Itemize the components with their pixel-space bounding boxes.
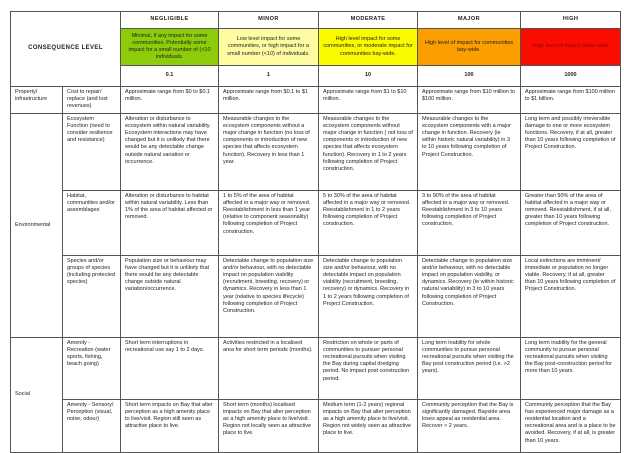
table-cell: Local extinctions are imminent/ immediate or population no longer viable. Recovery, if at all, greater than 10 years following completion of Project Construction. bbox=[521, 255, 621, 337]
level-value: 1000 bbox=[521, 66, 621, 87]
aspect-cell: Ecosystem Function (need to consider resilience and resistance) bbox=[63, 113, 121, 190]
table-cell: Approximate range from $100 million to $1 billion. bbox=[521, 87, 621, 114]
table-cell: 3 to 90% of the area of habitat affected in a major way or removed. Reestablishment in 3 to 10 years following completion of Project construction. bbox=[418, 190, 521, 255]
table-cell: Detectable change to population size and/or behaviour, with no detectable impact on population viability, or dynamics. Recovery (ie within historic natural variability) in 3 to 10 years following completion of Project Construction. bbox=[418, 255, 521, 337]
table-cell: Population size or behaviour may have changed but it is unlikely that there would be any detectable change outside natural variation/occurrence. bbox=[121, 255, 219, 337]
aspect-cell: Species and/or groups of species (including protected species) bbox=[63, 255, 121, 337]
table-cell: Alteration or disturbance to habitat within natural variability. Less than 1% of the area of habitat affected or removed. bbox=[121, 190, 219, 255]
table-cell: Activities restricted in a localised area for short term periods (months). bbox=[219, 337, 319, 399]
level-value: 0.1 bbox=[121, 66, 219, 87]
level-description: Low level impact for some communities, or high impact for a small number (<10) of individuals. bbox=[219, 29, 319, 66]
consequence-level-label: CONSEQUENCE LEVEL bbox=[11, 12, 121, 87]
table-row bbox=[11, 399, 621, 452]
aspect-cell: Cost to repair/ replace (and lost revenues) bbox=[63, 87, 121, 114]
level-minor: MINOR bbox=[219, 12, 319, 29]
level-high: HIGH bbox=[521, 12, 621, 29]
level-description: Minimal, if any impact for some communities. Potentially some impact for a small number of (<10 individuals. bbox=[121, 29, 219, 66]
category-cell: Property/ infrastructure bbox=[11, 87, 63, 114]
level-moderate: MODERATE bbox=[319, 12, 418, 29]
table-cell: Community perception that the Bay is significantly damaged. Bayside area loses appeal as residential area. Recover > 2 years. bbox=[418, 399, 521, 452]
category-cell: Social bbox=[11, 337, 63, 452]
level-name-row bbox=[11, 12, 621, 29]
table-cell: Greater than 90% of the area of habitat affected in a major way or removed. Reestablishment, if at all, greater than 10 years following completion of Project construction. bbox=[521, 190, 621, 255]
table-row bbox=[11, 113, 621, 190]
table-cell: Medium term (1-2 years) regional impacts on Bay that alter perception as a high amenity place to live/visit. Region not widely seen as attractive place to live. bbox=[319, 399, 418, 452]
table-row bbox=[11, 87, 621, 114]
aspect-cell: Habitat, communities and/or assemblages bbox=[63, 190, 121, 255]
table-cell: 5 to 30% of the area of habitat affected in a major way or removed. Reestablishment in 1 to 2 years following completion of Project construction. bbox=[319, 190, 418, 255]
table-cell: Approximate range from $1 to $10 million. bbox=[319, 87, 418, 114]
level-description: High level of impact State-wide bbox=[521, 29, 621, 66]
level-description: High level of impact for communities bay-wide. bbox=[418, 29, 521, 66]
table-cell: Alteration or disturbance to ecosystem within natural variability. Ecosystem interactions may have changed but it is unlikely that there would be any detectable change outside natural variation or occurrence. bbox=[121, 113, 219, 190]
table-cell: Restriction on whole or parts of communities to pursuer personal recreational pursuits when visiting the Bay during capital dredging period. No impact post construction period. bbox=[319, 337, 418, 399]
level-value: 10 bbox=[319, 66, 418, 87]
table-cell: Approximate range from $0.1 to $1 million. bbox=[219, 87, 319, 114]
table-cell: Short term interruptions in recreational use say 1 to 2 days. bbox=[121, 337, 219, 399]
level-major: MAJOR bbox=[418, 12, 521, 29]
table-row bbox=[11, 337, 621, 399]
level-negligible: NEGLIGIBLE bbox=[121, 12, 219, 29]
table-cell: Measurable changes to the ecosystem components with a major change in function. Recovery (ie within historic natural variability) in 3 to 10 years following completion of Project Construction. bbox=[418, 113, 521, 190]
table-row bbox=[11, 255, 621, 337]
table-cell: Short term impacts on Bay that alter perception as a high amenity place to live/visit. Region still seen as attractive place to live. bbox=[121, 399, 219, 452]
table-cell: Detectable change to population size and/or behaviour, with no detectable impact on population viability (recruitment, breeding, recovery) or dynamics. Recovery in less than 1 year (relative to species lifecycle) following completion of Project Construction. bbox=[219, 255, 319, 337]
table-cell: Detectable change to population size and/or behaviour, with no detectable impact on population viability (recruitment, breeding, recovery) or dynamics. Recovery in 1 to 2 years following completion of Project Construction. bbox=[319, 255, 418, 337]
table-cell: Approximate range from $10 million to $100 million. bbox=[418, 87, 521, 114]
table-cell: Short term (months) localised impacts on Bay that alter perception as a high amenity place to live/visit. Region not locally seen as attractive place to live. bbox=[219, 399, 319, 452]
table-cell: Long term inability for whole communities to pursue personal recreational pursuits when visiting the Bay post construction period (i.e. >2 years). bbox=[418, 337, 521, 399]
table-cell: Measurable changes to the ecosystem components without a major change in function (no loss of components or introduction of new species that affects ecosystem function). Recovery in less than 1 year. bbox=[219, 113, 319, 190]
aspect-cell: Amenity - Sensory/ Perception (visual, noise, odour) bbox=[63, 399, 121, 452]
level-value: 100 bbox=[418, 66, 521, 87]
table-row bbox=[11, 190, 621, 255]
aspect-cell: Amenity - Recreation (water sports, fishing, beach going) bbox=[63, 337, 121, 399]
table-cell: Long term and possibly irreversible damage to one or more ecosystem functions. Recovery, if at all, greater than 10 years following completion of Project Construction. bbox=[521, 113, 621, 190]
table-cell: Long term inability for the general community to pursue personal recreational pursuits when visiting the Bay post-construction period for more than 10 years. bbox=[521, 337, 621, 399]
level-value: 1 bbox=[219, 66, 319, 87]
level-description: High level impact for some communities, or moderate impact for communities bay-wide. bbox=[319, 29, 418, 66]
table-cell: Community perception that the Bay has experienced major damage as a residential location and a recreational area and is a place to be avoided. Recovery, if at all, is greater than 10 years. bbox=[521, 399, 621, 452]
table-cell: Measurable changes to the ecosystem components without major change in function ( not loss of components or introduction of new species that affects ecosystem function). Recovery in 1 to 2 years following completion of Project construction. bbox=[319, 113, 418, 190]
table-cell: Approximate range from $0 to $0.1 million. bbox=[121, 87, 219, 114]
category-cell: Environmental bbox=[11, 113, 63, 337]
consequence-table bbox=[10, 11, 621, 453]
table-cell: 1 to 5% of the area of habitat affected in a major way or removed. Reestablishment in less than 1 year (relative to component seasonality) following completion of Project construction. bbox=[219, 190, 319, 255]
